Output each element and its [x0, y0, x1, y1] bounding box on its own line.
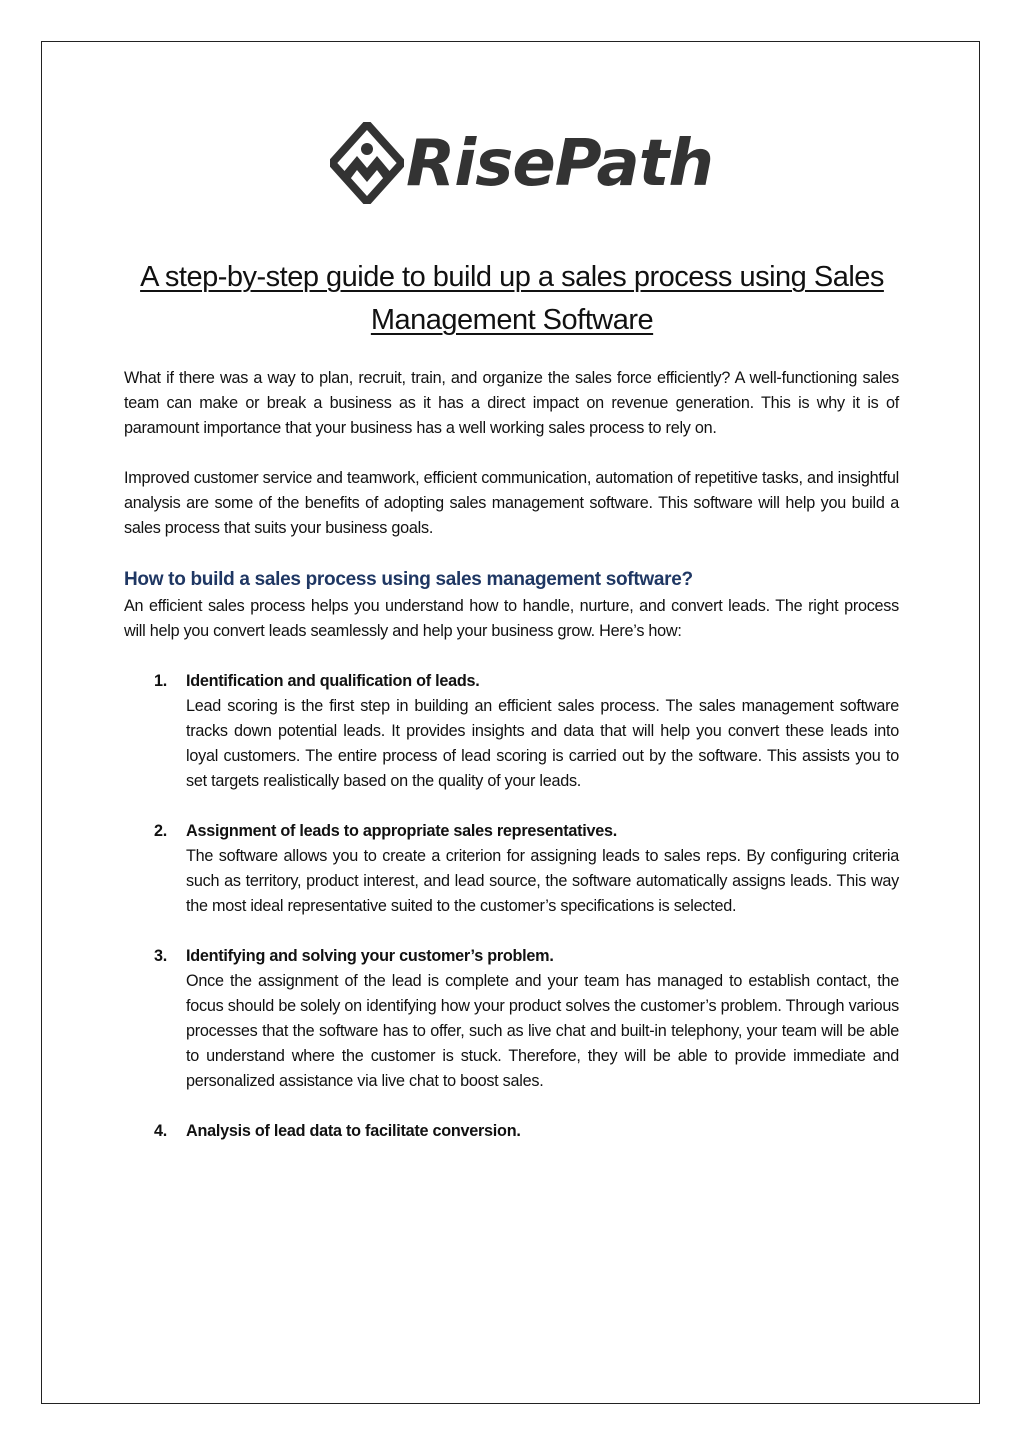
list-item [124, 1119, 899, 1144]
risepath-logo [330, 122, 713, 204]
document-body [124, 366, 899, 1169]
intro-paragraph-2: Improved customer service and teamwork, efficient communication, automation of repetitive tasks, and insightful analysis are some of the benefits of adopting sales management software. This software will help you build a sales process that suits your business goals. [124, 469, 899, 537]
document-title: A step-by-step guide to build up a sales process using Sales Management Software [140, 261, 884, 336]
list-item [124, 944, 899, 1094]
step-title: Identifying and solving your customer’s problem. [186, 947, 554, 965]
list-item [124, 819, 899, 919]
step-title: Analysis of lead data to facilitate conversion. [186, 1122, 521, 1140]
step-title: Identification and qualification of leads. [186, 672, 480, 690]
steps-list [124, 669, 899, 1144]
list-item [124, 669, 899, 794]
step-body: Once the assignment of the lead is complete and your team has managed to establish contact, the focus should be solely on identifying how your product solves the customer’s problem. Through various processes that the software has to offer, such as live chat and built-in telephony, your team will be able to understand where the customer is stuck. Therefore, they will be able to provide immediate and personalized assistance via live chat to boost sales. [186, 972, 899, 1090]
step-body: Lead scoring is the first step in building an efficient sales process. The sales management software tracks down potential leads. It provides insights and data that will help you convert these leads into loyal customers. The entire process of lead scoring is carried out by the software. This assists you to set targets realistically based on the quality of your leads. [186, 697, 899, 790]
step-number: 4. [154, 1122, 168, 1140]
step-number: 1. [154, 672, 168, 690]
step-title: Assignment of leads to appropriate sales representatives. [186, 822, 618, 840]
intro-paragraph-1: What if there was a way to plan, recruit, train, and organize the sales force efficiently? A well-functioning sales team can make or break a business as it has a direct impact on revenue generation. This is why it is of paramount importance that your business has a well working sales process to rely on. [124, 369, 899, 437]
section-intro: An efficient sales process helps you understand how to handle, nurture, and convert leads. The right process will help you convert leads seamlessly and help your business grow. Here’s how: [124, 597, 899, 640]
logo-wordmark: RisePath [406, 127, 713, 201]
risepath-mountain-logo-icon [330, 122, 404, 204]
step-number: 3. [154, 947, 168, 965]
step-number: 2. [154, 822, 168, 840]
section-heading: How to build a sales process using sales management software? [124, 569, 693, 590]
step-body: The software allows you to create a criterion for assigning leads to sales reps. By configuring criteria such as territory, product interest, and lead source, the software automatically assigns leads. This way the most ideal representative suited to the customer’s specifications is selected. [186, 847, 899, 915]
